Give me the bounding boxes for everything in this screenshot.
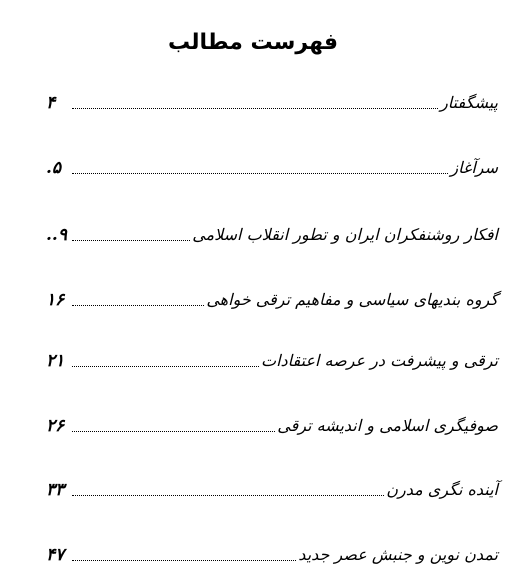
page-number: ۴۷: [46, 545, 65, 565]
entry-title: سرآغاز: [450, 158, 498, 177]
dot-leader: [72, 560, 296, 561]
toc-entry: [46, 282, 498, 312]
entry-title: گروه بندیهای سیاسی و مفاهیم ترقی خواهی: [206, 290, 498, 309]
toc-entry: [46, 537, 498, 567]
toc-entry: [46, 217, 498, 247]
page-title: فهرست مطالب: [167, 30, 339, 55]
page-number: ۳۳: [46, 480, 65, 500]
dot-leader: [72, 108, 438, 109]
toc-entry: [46, 85, 498, 115]
toc-entry: [46, 408, 498, 438]
dot-leader: [72, 495, 384, 496]
page-number: ۹..: [46, 225, 67, 245]
entry-title: پیشگفتار: [440, 93, 498, 112]
dot-leader: [72, 240, 190, 241]
toc-entry: [46, 472, 498, 502]
dot-leader: [72, 366, 259, 367]
page-number: ۱۶: [46, 290, 65, 310]
dot-leader: [72, 173, 448, 174]
toc-entry: [46, 150, 498, 180]
entry-title: افکار روشنفکران ایران و تطور انقلاب اسلامی: [192, 225, 498, 244]
page-number: ۴: [46, 93, 56, 113]
entry-title: آینده نگری مدرن: [386, 480, 498, 499]
toc-entry: [46, 343, 498, 373]
entry-title: تمدن نوین و جنبش عصر جدید: [298, 545, 498, 564]
entry-title: صوفیگری اسلامی و اندیشه ترقی: [277, 416, 498, 435]
dot-leader: [72, 305, 204, 306]
page-number: ۲۱: [46, 351, 65, 371]
dot-leader: [72, 431, 275, 432]
page-number: ۲۶: [46, 416, 65, 436]
entry-title: ترقی و پیشرفت در عرصه اعتقادات: [261, 351, 498, 370]
page-number: ۵.: [46, 158, 62, 178]
